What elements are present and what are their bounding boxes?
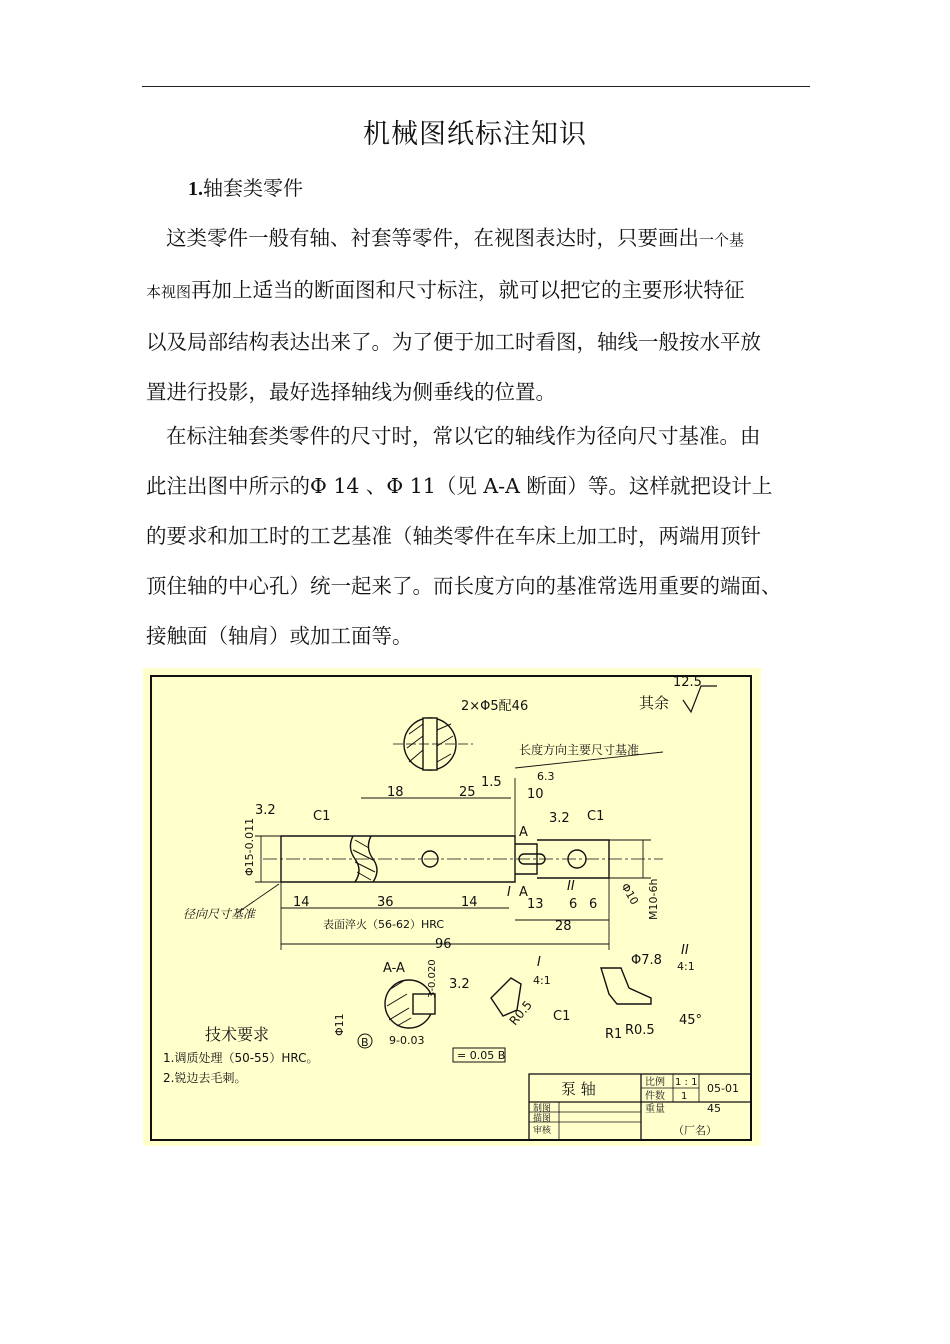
dim-6-3: 6.3 [537,770,555,783]
dim-6a: 6 [569,897,578,912]
section-mark-a1: A [519,825,528,840]
para1-text-b: 再加上适当的断面图和尺寸标注，就可以把它的主要形状特征 [191,278,745,302]
paragraph-2 [146,411,810,661]
radius-r0-5-right: R0.5 [625,1023,655,1038]
roughness-3-2-mid: 3.2 [549,811,570,826]
dim-6b: 6 [589,897,598,912]
chamfer-c1-detail: C1 [553,1009,571,1024]
title-block-drawn: 制图 [533,1104,552,1114]
hole-note: 2×Φ5配46 [461,699,529,714]
radial-datum-label: 径向尺寸基准 [183,907,256,921]
dim-14-right: 14 [461,895,478,910]
section-number: 1. [188,178,203,200]
para2-text-a: 在标注轴套类零件的尺寸时，常以它的轴线作为径向尺寸基准。由 [166,424,761,448]
dim-10: 10 [527,787,544,802]
section-aa-label: A-A [383,961,405,976]
length-datum-label: 长度方向主要尺寸基准 [519,743,640,757]
para1-line4: 置进行投影，最好选择轴线为侧垂线的位置。 [146,380,556,404]
title-block-scale-label: 比例 [645,1077,665,1088]
dim-3-label: 3-0.020 [427,959,438,998]
detail-i-title: I [537,955,541,970]
para1-small-a: 一个基 [699,231,745,249]
para2-line3: 的要求和加工时的工艺基准（轴类零件在车床上加工时，两端用顶针 [146,524,761,548]
radius-r0-5-left: R0.5 [506,997,535,1028]
header-rule [142,86,810,87]
dia-15-label: Φ15-0.011 [243,817,256,876]
detail-i-marker: I [507,885,511,900]
section-mark-a2: A [519,885,528,900]
drawing-svg [143,668,761,1146]
thread-m10-label: M10-6h [647,878,660,920]
para1-line2 [146,265,810,317]
title-block-qty-label: 件数 [645,1091,665,1102]
page-title: 机械图纸标注知识 [363,119,587,150]
tech-req-1: 1.调质处理（50-55）HRC。 [163,1051,319,1065]
title-block-scale-value: 1 : 1 [675,1077,698,1088]
tech-req-title: 技术要求 [205,1025,270,1044]
section-heading-text: 轴套类零件 [203,176,303,200]
tolerance-frame-text: = 0.05 B [457,1049,506,1062]
section-heading [188,172,303,201]
detail-ii-title: II [681,943,689,958]
angle-45: 45° [679,1013,703,1028]
dia-10-label: Φ10 [618,881,641,908]
title-block-material: 45 [707,1102,721,1115]
dia-7-8-label: Φ7.8 [631,953,662,968]
para2-line4: 顶住轴的中心孔）统一起来了。而长度方向的基准常选用重要的端面、 [146,574,782,598]
para2-line1 [146,411,810,461]
roughness-other-label: 其余 [639,694,670,712]
title-block-weight-label: 重量 [645,1104,665,1115]
dim-1-5: 1.5 [481,775,502,790]
para2-line5: 接触面（轴肩）或加工面等。 [146,624,413,648]
roughness-3-2-left: 3.2 [255,803,276,818]
title-block-part-name: 泵 轴 [561,1080,596,1098]
dim-14-left: 14 [293,895,310,910]
title-block-traced: 描图 [533,1114,552,1124]
engineering-drawing [143,668,761,1146]
para1-line1 [146,213,810,265]
para1-line3: 以及局部结构表达出来了。为了便于加工时看图，轴线一般按水平放 [146,330,761,354]
dim-9-label: 9-0.03 [389,1034,425,1047]
paragraph-1 [146,213,810,417]
dim-18: 18 [387,785,404,800]
dim-96: 96 [435,937,452,952]
roughness-3-2-section: 3.2 [449,977,470,992]
dim-25: 25 [459,785,476,800]
radius-r1: R1 [605,1027,623,1042]
dia-11-label: Φ11 [333,1013,346,1036]
dim-36: 36 [377,895,394,910]
dim-13: 13 [527,897,544,912]
dim-28: 28 [555,919,572,934]
para1-small-b: 本视图 [146,283,192,301]
title-block-checked: 审核 [533,1126,552,1136]
title-block-qty-value: 1 [681,1091,688,1102]
detail-i-scale: 4:1 [533,974,551,987]
chamfer-c1-left: C1 [313,809,331,824]
detail-ii-marker: II [567,879,575,894]
title-block-drawing-no: 05-01 [707,1082,739,1095]
tech-req-2: 2.锐边去毛刺。 [163,1071,247,1085]
roughness-other-value: 12.5 [673,675,702,690]
detail-ii-scale: 4:1 [677,960,695,973]
para2-line2: 此注出图中所示的Φ 14 、Φ 11（见 A-A 断面）等。这样就把设计上 [146,474,773,498]
para1-text-a: 这类零件一般有轴、衬套等零件，在视图表达时，只要画出 [166,226,699,250]
datum-b-label: B [361,1036,369,1049]
chamfer-c1-right: C1 [587,809,605,824]
hardening-note: 表面淬火（56-62）HRC [323,918,445,931]
title-block-company: （厂名） [673,1124,717,1137]
